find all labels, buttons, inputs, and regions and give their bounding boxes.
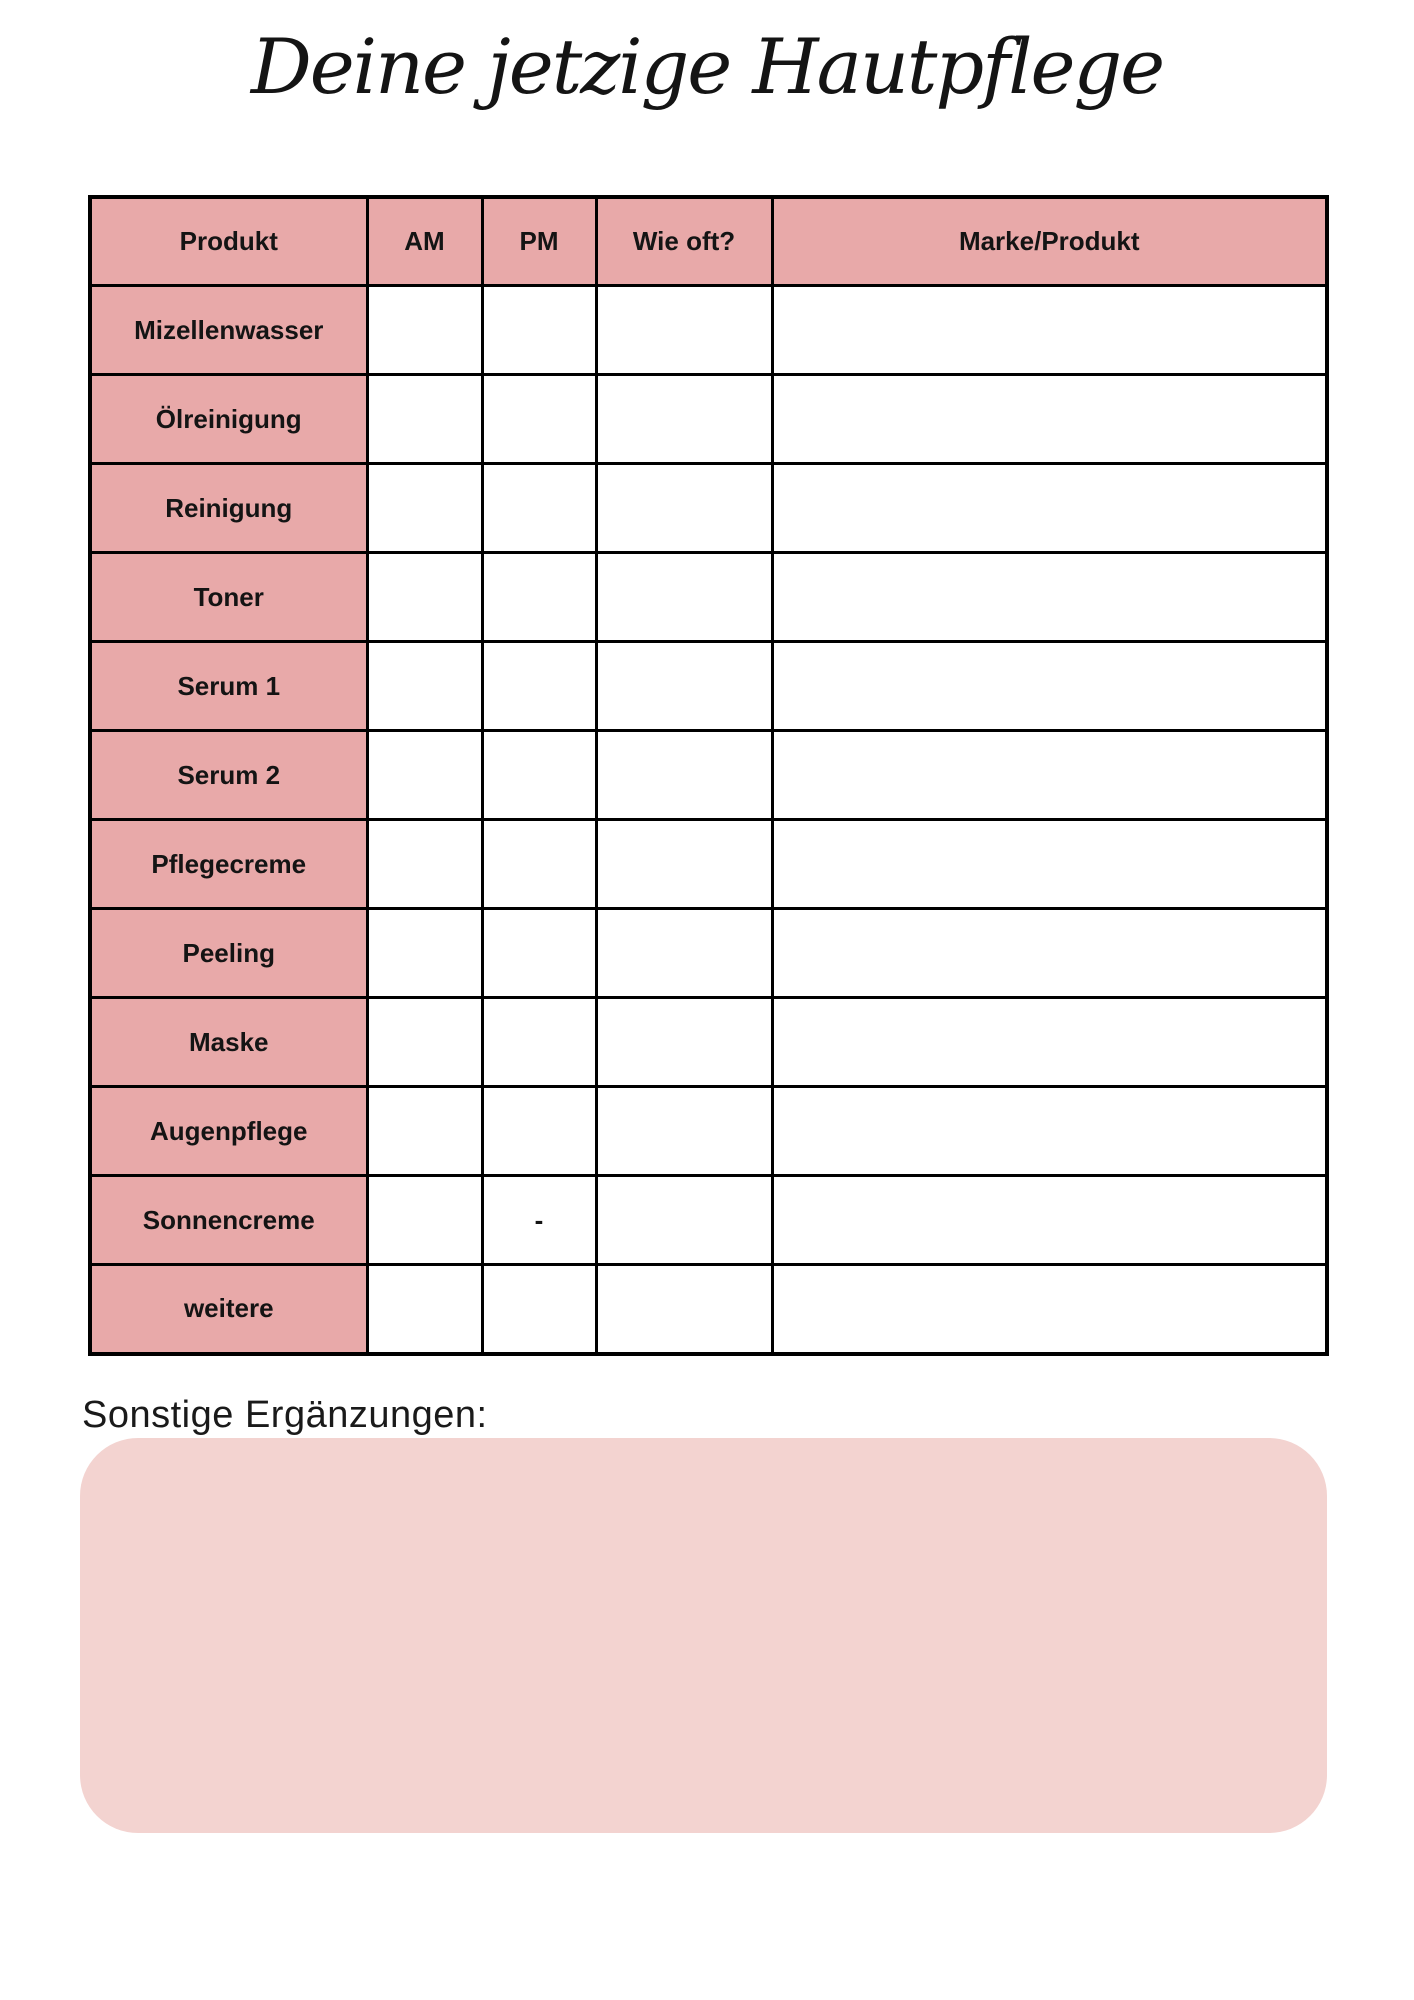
am-cell xyxy=(367,553,482,642)
marke-produkt-cell xyxy=(772,1176,1327,1265)
row-label-cell: Peeling xyxy=(90,909,367,998)
marke-produkt-cell xyxy=(772,375,1327,464)
skincare-routine-table xyxy=(88,195,1329,1356)
table-row xyxy=(90,286,1327,375)
am-cell xyxy=(367,909,482,998)
pm-cell xyxy=(482,998,596,1087)
am-cell xyxy=(367,1265,482,1354)
marke-produkt-cell xyxy=(772,553,1327,642)
marke-produkt-cell xyxy=(772,998,1327,1087)
table-row xyxy=(90,1087,1327,1176)
row-label-cell: Ölreinigung xyxy=(90,375,367,464)
table-row xyxy=(90,375,1327,464)
wie-oft-cell xyxy=(596,1176,772,1265)
table-row xyxy=(90,731,1327,820)
notes-section-label: Sonstige Ergänzungen: xyxy=(82,1394,488,1436)
table-header-row xyxy=(90,197,1327,286)
marke-produkt-cell xyxy=(772,642,1327,731)
page-title: Deine jetzige Hautpflege xyxy=(250,22,1164,111)
pm-cell xyxy=(482,375,596,464)
am-cell xyxy=(367,731,482,820)
wie-oft-cell xyxy=(596,909,772,998)
column-header-pm: PM xyxy=(482,197,596,286)
table-row xyxy=(90,998,1327,1087)
table-row xyxy=(90,642,1327,731)
wie-oft-cell xyxy=(596,553,772,642)
pm-cell xyxy=(482,642,596,731)
column-header-wie-oft: Wie oft? xyxy=(596,197,772,286)
am-cell xyxy=(367,820,482,909)
row-label-cell: weitere xyxy=(90,1265,367,1354)
column-header-am: AM xyxy=(367,197,482,286)
am-cell xyxy=(367,375,482,464)
wie-oft-cell xyxy=(596,375,772,464)
table-row xyxy=(90,464,1327,553)
wie-oft-cell xyxy=(596,998,772,1087)
row-label-cell: Sonnencreme xyxy=(90,1176,367,1265)
pm-cell xyxy=(482,1087,596,1176)
table-row xyxy=(90,1176,1327,1265)
wie-oft-cell xyxy=(596,642,772,731)
marke-produkt-cell xyxy=(772,820,1327,909)
pm-cell xyxy=(482,820,596,909)
table-row xyxy=(90,909,1327,998)
am-cell xyxy=(367,1176,482,1265)
column-header-produkt: Produkt xyxy=(90,197,367,286)
notes-writing-box xyxy=(80,1438,1327,1833)
row-label-cell: Toner xyxy=(90,553,367,642)
row-label-cell: Mizellenwasser xyxy=(90,286,367,375)
marke-produkt-cell xyxy=(772,464,1327,553)
table-row xyxy=(90,820,1327,909)
row-label-cell: Reinigung xyxy=(90,464,367,553)
row-label-cell: Augenpflege xyxy=(90,1087,367,1176)
am-cell xyxy=(367,1087,482,1176)
pm-cell xyxy=(482,286,596,375)
am-cell xyxy=(367,286,482,375)
table-row xyxy=(90,553,1327,642)
row-label-cell: Serum 2 xyxy=(90,731,367,820)
am-cell xyxy=(367,642,482,731)
marke-produkt-cell xyxy=(772,1265,1327,1354)
wie-oft-cell xyxy=(596,1087,772,1176)
row-label-cell: Maske xyxy=(90,998,367,1087)
marke-produkt-cell xyxy=(772,286,1327,375)
marke-produkt-cell xyxy=(772,1087,1327,1176)
wie-oft-cell xyxy=(596,286,772,375)
wie-oft-cell xyxy=(596,1265,772,1354)
pm-cell xyxy=(482,464,596,553)
pm-cell: - xyxy=(482,1176,596,1265)
pm-cell xyxy=(482,1265,596,1354)
column-header-marke-produkt: Marke/Produkt xyxy=(772,197,1327,286)
pm-cell xyxy=(482,731,596,820)
marke-produkt-cell xyxy=(772,909,1327,998)
row-label-cell: Pflegecreme xyxy=(90,820,367,909)
wie-oft-cell xyxy=(596,731,772,820)
am-cell xyxy=(367,464,482,553)
wie-oft-cell xyxy=(596,464,772,553)
am-cell xyxy=(367,998,482,1087)
wie-oft-cell xyxy=(596,820,772,909)
pm-cell xyxy=(482,909,596,998)
pm-cell xyxy=(482,553,596,642)
table-row xyxy=(90,1265,1327,1354)
row-label-cell: Serum 1 xyxy=(90,642,367,731)
marke-produkt-cell xyxy=(772,731,1327,820)
